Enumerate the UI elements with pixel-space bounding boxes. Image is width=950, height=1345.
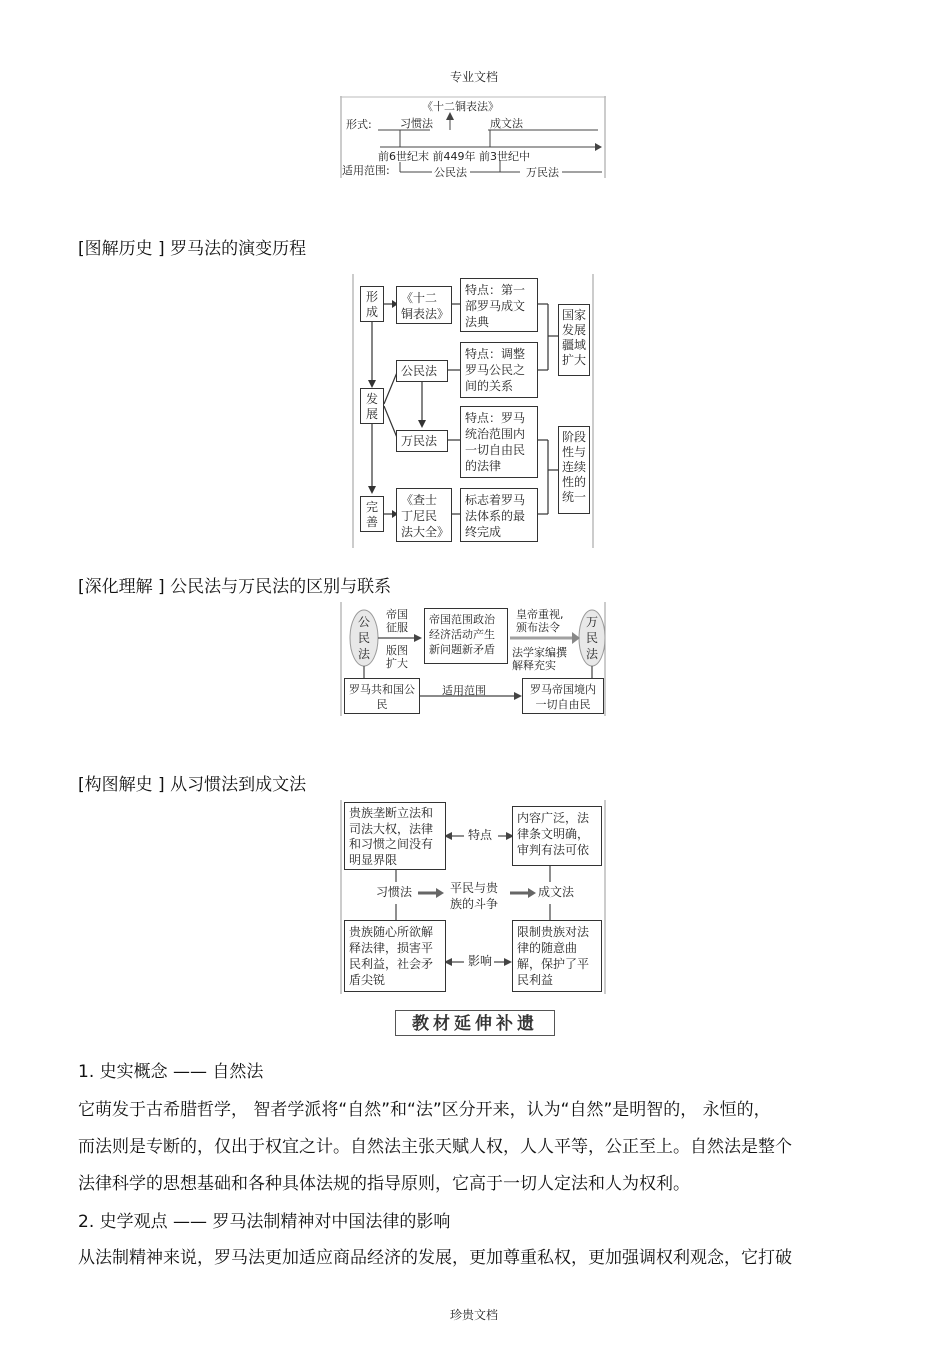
page-header: 专业文档 [450,70,499,84]
territory-expansion-box: 国家发展疆域扩大 [558,304,590,376]
figure-civil-vs-gentium [340,602,606,716]
page-footer: 珍贵文档 [450,1308,499,1322]
customary-law-node: 习惯法 [376,885,413,899]
justinian-feature: 标志着罗马法体系的最终完成 [460,488,538,542]
supplement-banner: 教材延伸补遗 [395,1010,555,1036]
territory-label: 版图 [386,644,408,657]
stage-development: 发展 [360,388,384,424]
timeline-dates: 前6世纪末 前449年 前3世纪中 [378,150,530,163]
republic-citizens-box: 罗马共和国公民 [344,678,420,714]
new-problems-box: 帝国范围政治经济活动产生新问题新矛盾 [424,608,508,664]
applicable-scope-label: 适用范围 [442,684,486,697]
feature-label: 特点 [468,828,493,842]
civil-law-oval: 公民法 [357,615,370,661]
civil-law-box: 公民法 [396,360,448,382]
item2-title: 2. 史学观点 —— 罗马法制精神对中国法律的影响 [78,1212,451,1232]
stage-completion: 完善 [360,496,384,532]
gentium-law-box: 万民法 [396,430,448,452]
gentium-law-label: 万民法 [526,166,559,179]
expand-label: 扩大 [386,657,408,670]
empire-freemen-box: 罗马帝国境内一切自由民 [522,678,604,714]
arbitrary-interpretation-box: 贵族随心所欲解释法律，损害平民利益，社会矛盾尖锐 [344,920,446,992]
written-law-features-box: 内容广泛，法律条文明确，审判有法可依 [512,806,602,866]
item1-line1: 它萌发于古希腊哲学， 智者学派将“自然”和“法”区分开来，认为“自然”是明智的， 永恒的， [78,1100,771,1120]
justinian-code-box: 《查士丁尼民法大全》 [396,488,452,542]
customary-law-label: 习惯法 [400,117,433,130]
figure-twelve-tables-timeline [340,96,606,178]
gentium-law-feature: 特点：罗马统治范围内一切自由民的法律 [460,406,538,478]
protect-plebeians-box: 限制贵族对法律的随意曲解，保护了平民利益 [512,920,602,992]
item2-line1: 从法制精神来说，罗马法更加适应商品经济的发展，更加尊重私权，更加强调权利观念，它打破 [78,1248,792,1268]
continuity-box: 阶段性与连续性的统一 [558,426,590,514]
written-law-label: 成文法 [490,117,523,130]
twelve-tables-feature: 特点：第一部罗马成文法典 [460,278,538,332]
section-heading-difference: [深化理解 ] 公民法与万民法的区别与联系 [78,577,392,597]
civil-law-label: 公民法 [434,166,467,179]
plebeian-struggle-node: 平民与贵族的斗争 [450,881,499,911]
scope-label: 适用范围: [342,164,390,177]
aristocracy-monopoly-box: 贵族垄断立法和司法大权，法律和习惯之间没有明显界限 [344,802,446,870]
decree-label: 颁布法令 [516,621,560,634]
stage-formation: 形成 [360,286,384,322]
gentium-law-oval: 万民法 [585,615,598,661]
figure-customary-to-written [340,800,606,994]
civil-law-feature: 特点：调整罗马公民之间的关系 [460,342,538,398]
jurists-interpret-label: 解释充实 [512,659,556,672]
figure-roman-law-evolution [352,274,594,548]
section-heading-evolution: [图解历史 ] 罗马法的演变历程 [78,239,307,259]
impact-label: 影响 [468,954,493,968]
conquest-label: 征服 [386,621,408,634]
item1-title: 1. 史实概念 —— 自然法 [78,1062,264,1082]
empire-label: 帝国 [386,608,408,621]
form-label: 形式: [346,118,372,131]
twelve-tables-title: 《十二铜表法》 [422,100,499,113]
section-heading-customary-to-written: [构图解史 ] 从习惯法到成文法 [78,775,307,795]
item1-line2: 而法则是专断的，仅出于权宜之计。自然法主张天赋人权，人人平等，公正至上。自然法是整个 [78,1137,792,1157]
jurists-label: 法学家编撰 [512,646,567,659]
twelve-tables-box: 《十二铜表法》 [396,286,452,324]
written-law-node: 成文法 [538,885,575,899]
item1-line3: 法律科学的思想基础和各种具体法规的指导原则，它高于一切人定法和人为权利。 [78,1174,690,1194]
emperor-label: 皇帝重视, [516,608,564,621]
